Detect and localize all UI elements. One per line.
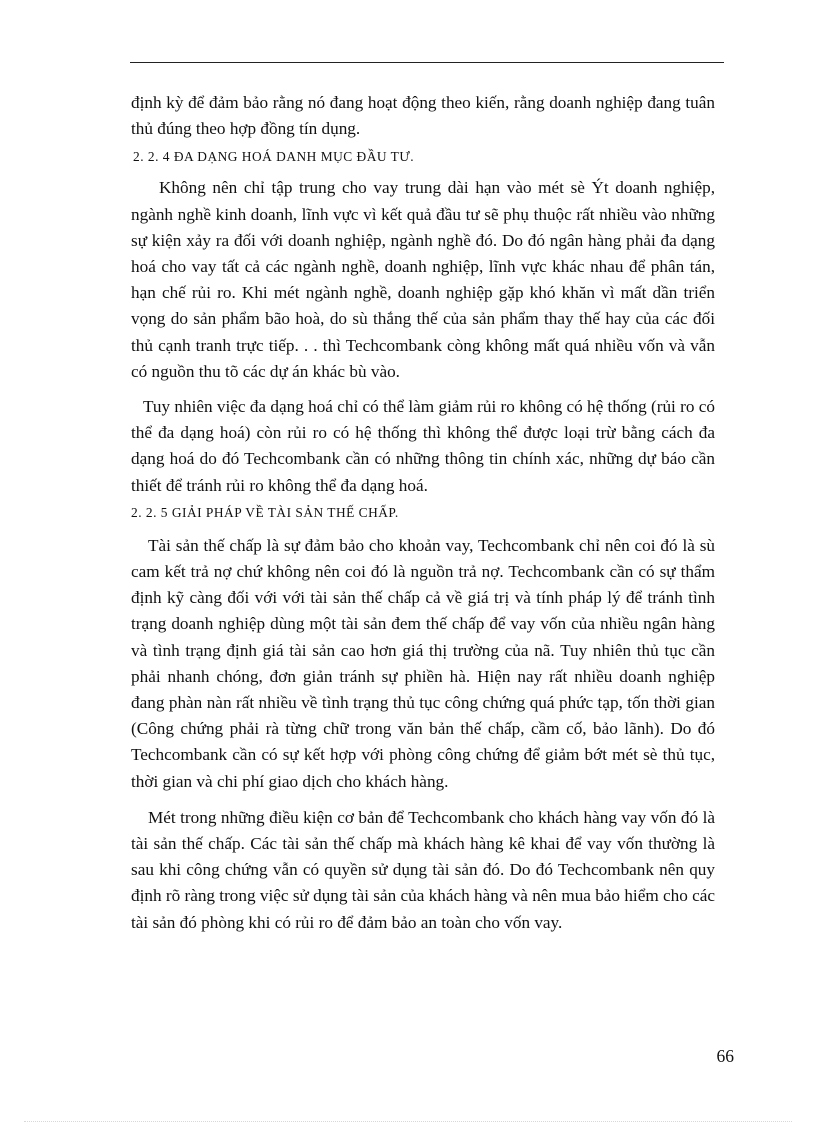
page-number: 66	[716, 1046, 734, 1066]
paragraph-diversify-1: Không nên chỉ tập trung cho vay trung dài hạn vào mét sè Ýt doanh nghiệp, ngành nghề kinh doanh, lĩnh vực vì kết quả đầu tư sẽ phụ thuộc rất nhiều vào những sự kiện xảy ra đối với doanh nghiệp, ngành nghề đó. Do đó ngân hàng phải đa dạng hoá cho vay tất cả các ngành nghề, doanh nghiệp, lĩnh vực khác nhau để phân tán, hạn chế rủi ro. Khi mét ngành nghề, doanh nghiệp gặp khó khăn vì mất dần triển vọng do sản phẩm bão hoà, do sù thắng thế của sản phẩm thay thế hay của các đối thủ cạnh tranh trực tiếp. . . thì Techcombank còng không mất quá nhiều vốn và vẫn có nguồn thu tõ các dự án khác bù vào.	[131, 178, 715, 381]
header-rule	[130, 62, 724, 63]
paragraph-intro: định kỳ để đảm bảo rằng nó đang hoạt động theo kiến, rằng doanh nghiệp đang tuân thủ đúng theo hợp đồng tín dụng.	[131, 93, 715, 139]
page-bottom-border	[24, 1121, 792, 1122]
page-body	[131, 90, 715, 936]
paragraph-diversify-2: Tuy nhiên việc đa dạng hoá chỉ có thể làm giảm rủi ro không có hệ thống (rủi ro có thể đa dạng hoá) còn rủi ro có hệ thống thì không thể được loại trừ bằng cách đa dạng hoá do đó Techcombank cần có những thông tin chính xác, những dự báo cần thiết để tránh rủi ro không thể đa dạng hoá.	[131, 397, 715, 495]
paragraph-collateral-2: Mét trong những điều kiện cơ bản để Techcombank cho khách hàng vay vốn đó là tài sản thế chấp. Các tài sản thế chấp mà khách hàng kê khai để vay vốn thường là sau khi công chứng vẫn có quyền sử dụng tài sản đó. Do đó Techcombank nên quy định rõ ràng trong việc sử dụng tài sản của khách hàng và nên mua bảo hiểm cho các tài sản đó phòng khi có rủi ro để đảm bảo an toàn cho vốn vay.	[131, 807, 715, 932]
section-heading-2-2-5: 2. 2. 5 GIẢI PHÁP VỀ TÀI SẢN THẾ CHẤP.	[131, 504, 399, 520]
section-heading-2-2-4: 2. 2. 4 ĐA DẠNG HOÁ DANH MỤC ĐẦU TƯ.	[133, 149, 415, 165]
paragraph-collateral-1: Tài sản thế chấp là sự đảm bảo cho khoản vay, Techcombank chỉ nên coi đó là sù cam kết trả nợ chứ không nên coi đó là nguồn trả nợ. Techcombank cần có sự thẩm định kỹ càng đối với với tài sản thế chấp cả về giá trị và tính pháp lý để tránh tình trạng doanh nghiệp dùng một tài sản đem thế chấp để vay vốn của nhiều ngân hàng và tình trạng định giá tài sản cao hơn giá thị trường của nã. Tuy nhiên thủ tục cần phải nhanh chóng, đơn giản tránh sự phiền hà. Hiện nay rất nhiều doanh nghiệp đang phàn nàn rất nhiều về tình trạng thủ tục công chứng quá phức tạp, tốn thời gian (Công chứng phải rà từng chữ trong văn bản thế chấp, cầm cố, bảo lãnh). Do đó Techcombank cần có sự kết hợp với phòng công chứng để giảm bớt mét sè thủ tục, thời gian và chi phí giao dịch cho khách hàng.	[131, 535, 715, 791]
